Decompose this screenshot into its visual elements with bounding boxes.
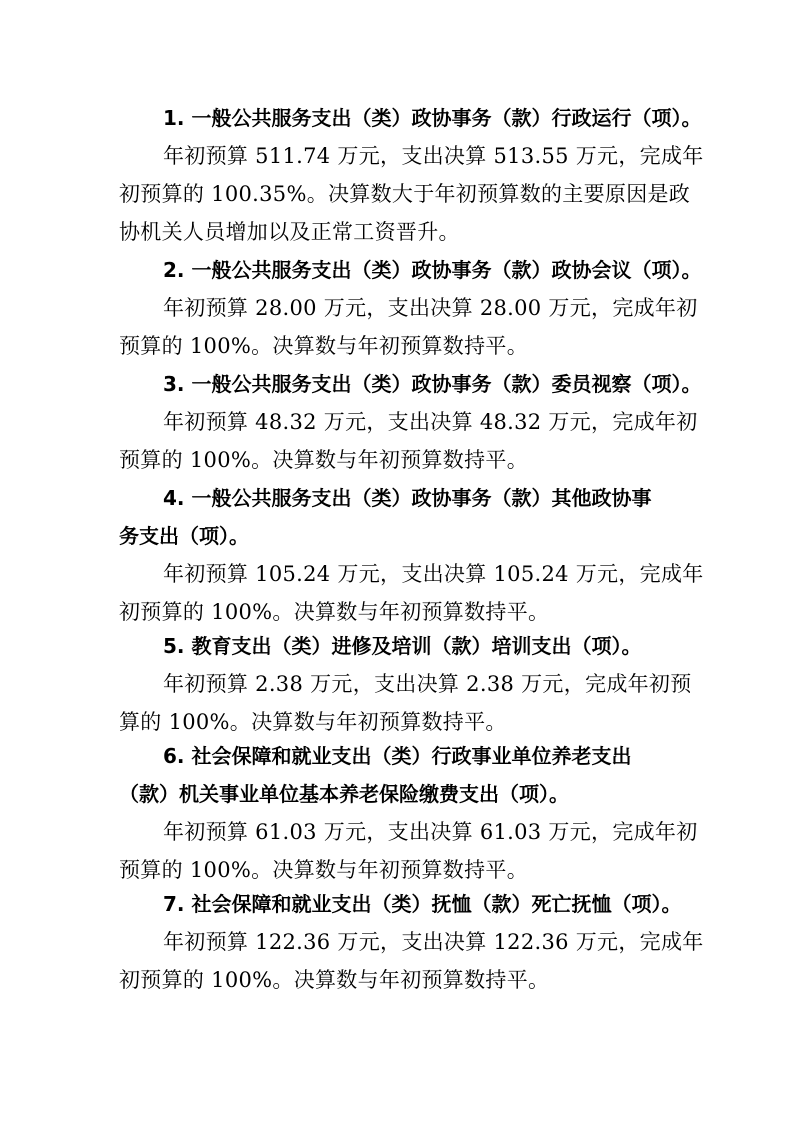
section-5-body-line-1: 年初预算 2.38 万元，支出决算 2.38 万元，完成年初预 <box>163 672 692 696</box>
section-4-body-line-2: 初预算的 100%。决算数与年初预算数持平。 <box>119 600 550 624</box>
section-3-heading: 3. 一般公共服务支出（类）政协事务（款）委员视察（项）。 <box>163 372 702 396</box>
section-2-body-line-1: 年初预算 28.00 万元，支出决算 28.00 万元，完成年初 <box>163 296 698 320</box>
section-6-heading-line-2: （款）机关事业单位基本养老保险缴费支出（项）。 <box>119 782 569 806</box>
section-7-heading: 7. 社会保障和就业支出（类）抚恤（款）死亡抚恤（项）。 <box>163 892 682 916</box>
section-7-body-line-1: 年初预算 122.36 万元，支出决算 122.36 万元，完成年 <box>163 930 704 954</box>
section-2-heading: 2. 一般公共服务支出（类）政协事务（款）政协会议（项）。 <box>163 258 702 282</box>
section-1-body-line-3: 协机关人员增加以及正常工资晋升。 <box>119 220 460 244</box>
section-3-body-line-2: 预算的 100%。决算数与年初预算数持平。 <box>119 448 529 472</box>
section-6-heading-line-1: 6. 社会保障和就业支出（类）行政事业单位养老支出 <box>163 744 632 768</box>
section-7-body-line-2: 初预算的 100%。决算数与年初预算数持平。 <box>119 968 550 992</box>
section-5-heading: 5. 教育支出（类）进修及培训（款）培训支出（项）。 <box>163 634 642 658</box>
section-6-body-line-2: 预算的 100%。决算数与年初预算数持平。 <box>119 858 529 882</box>
section-5-body-line-2: 算的 100%。决算数与年初预算数持平。 <box>119 710 507 734</box>
section-1-body-line-2: 初预算的 100.35%。决算数大于年初预算数的主要原因是政 <box>119 182 691 206</box>
section-2-body-line-2: 预算的 100%。决算数与年初预算数持平。 <box>119 334 529 358</box>
section-1-heading: 1. 一般公共服务支出（类）政协事务（款）行政运行（项）。 <box>163 106 702 130</box>
section-4-heading-line-1: 4. 一般公共服务支出（类）政协事务（款）其他政协事 <box>163 486 652 510</box>
section-1-body-line-1: 年初预算 511.74 万元，支出决算 513.55 万元，完成年 <box>163 144 704 168</box>
section-4-heading-line-2: 务支出（项）。 <box>119 524 249 548</box>
section-4-body-line-1: 年初预算 105.24 万元，支出决算 105.24 万元，完成年 <box>163 562 704 586</box>
section-3-body-line-1: 年初预算 48.32 万元，支出决算 48.32 万元，完成年初 <box>163 410 698 434</box>
section-6-body-line-1: 年初预算 61.03 万元，支出决算 61.03 万元，完成年初 <box>163 820 698 844</box>
